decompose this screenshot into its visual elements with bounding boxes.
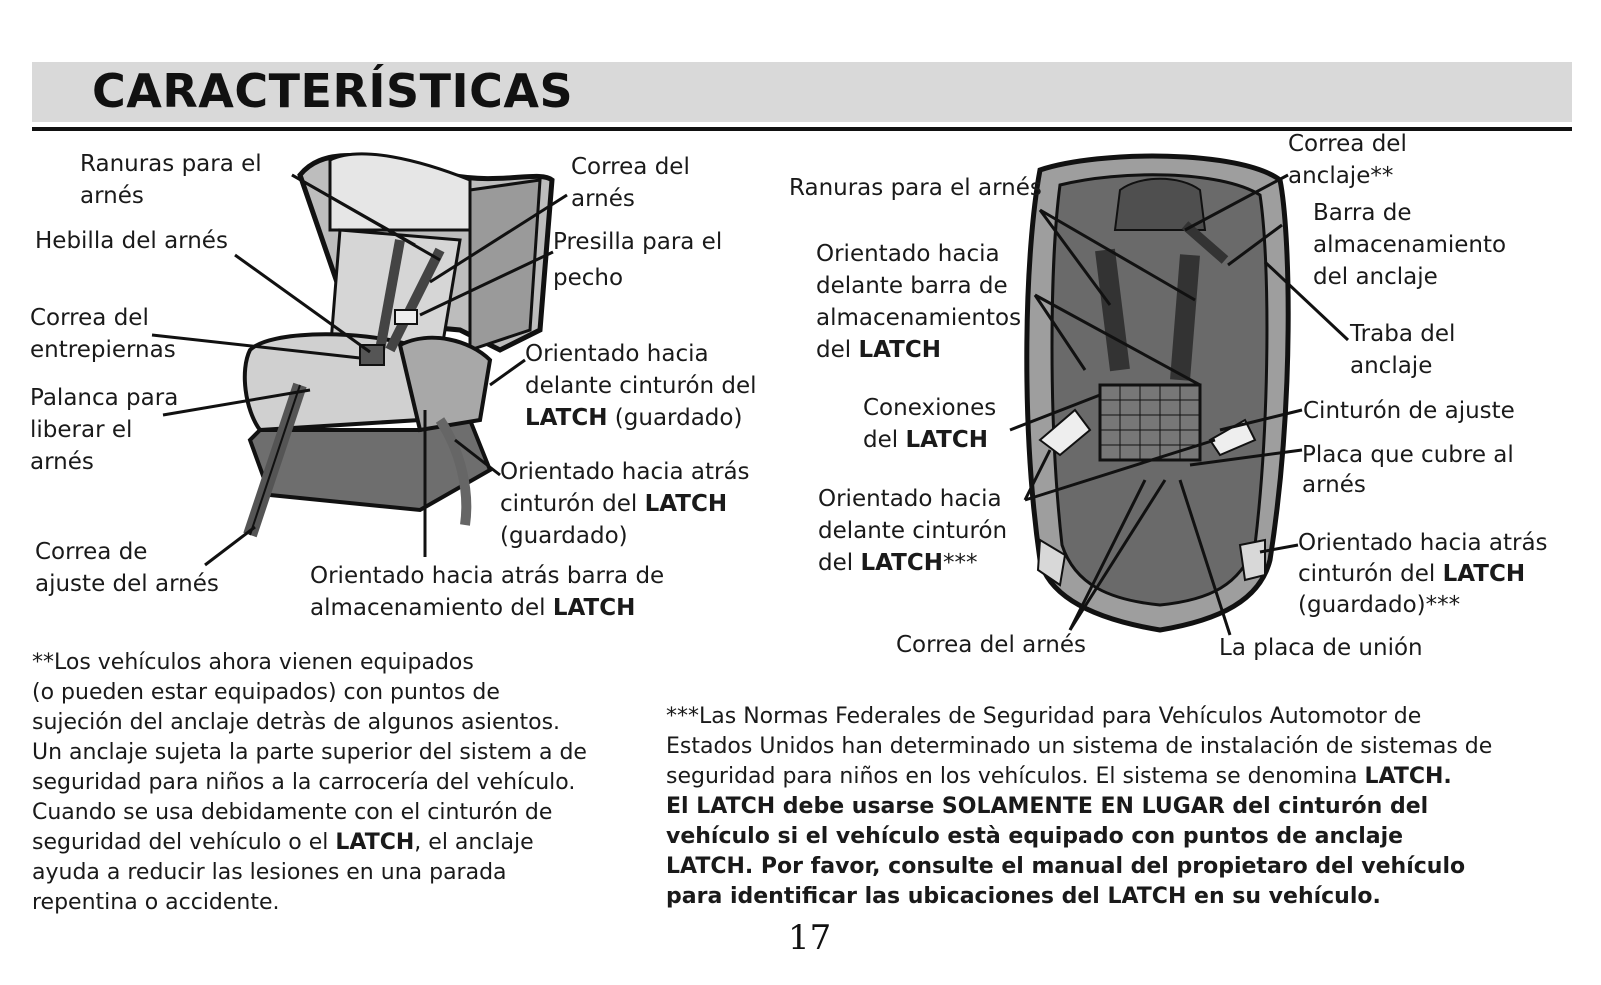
label-r-rear-latch-belt [1298, 528, 1548, 621]
label-forward-latch-belt-line2: delante cinturón del [525, 373, 757, 399]
label-rear-latch-belt-bold: LATCH [644, 491, 728, 517]
label-r-forward-storage-line3: almacenamientos [816, 305, 1022, 331]
label-r-forward-storage-line4: del [816, 337, 859, 363]
label-rear-storage-bar [310, 560, 664, 624]
label-harness-strap: Correa del arnés [571, 154, 690, 212]
label-r-forward-latch-line3: del [818, 550, 861, 576]
label-r-anchor-lock: Traba del anclaje [1350, 321, 1456, 379]
footnote-latch-text: ***Las Normas Federales de Seguridad para Vehículos Automotor de Estados Unidos han determinado un sistema de instalación de sistemas de seguridad para niños en los vehículos. El sistema se denomina [666, 704, 1493, 789]
footnote-tether [32, 648, 632, 918]
label-r-anchor-strap: Correa del anclaje** [1288, 131, 1407, 189]
label-rear-latch-belt [500, 456, 750, 552]
label-r-harness-cover-plate: Placa que cubre al arnés [1302, 442, 1514, 498]
label-crotch-strap: Correa del entrepiernas [30, 305, 176, 363]
label-r-forward-latch-bold: LATCH [860, 550, 943, 576]
label-harness-slots: Ranuras para el arnés [80, 151, 262, 209]
label-r-forward-storage-bars [816, 238, 1021, 366]
label-r-forward-storage-line1: Orientado hacia [816, 241, 1000, 267]
footnote-latch-warning: El LATCH debe usarse SOLAMENTE EN LUGAR del cinturón del vehículo si el vehículo està equipado con puntos de anclaje LATCH. Por favor, consulte el manual del propietaro del vehículo para identificar las ubicaciones del LATCH en su vehículo. [666, 794, 1466, 909]
label-release-lever: Palanca para liberar el arnés [30, 385, 179, 475]
label-rear-storage-bar-bold: LATCH [552, 595, 636, 621]
footnote-latch-bold: LATCH. [1364, 764, 1452, 789]
label-r-forward-latch-line1: Orientado hacia [818, 486, 1002, 512]
label-r-rear-latch-line3: (guardado)*** [1298, 592, 1461, 618]
label-r-rear-latch-bold: LATCH [1442, 561, 1526, 587]
label-r-forward-latch-belt [818, 483, 1007, 579]
label-r-latch-connectors-bold: LATCH [905, 427, 988, 453]
label-r-splitter-plate: La placa de unión [1219, 635, 1423, 661]
label-r-adjust-belt: Cinturón de ajuste [1303, 398, 1515, 424]
label-rear-latch-belt-line1: Orientado hacia atrás [500, 459, 750, 485]
label-r-rear-latch-line1: Orientado hacia atrás [1298, 530, 1548, 556]
footnote-tether-bold: LATCH [335, 830, 415, 855]
page-title: CARACTERÍSTICAS [92, 64, 574, 118]
label-r-latch-connectors-line1: Conexiones [863, 395, 997, 421]
label-forward-latch-belt [525, 338, 757, 434]
label-harness-buckle: Hebilla del arnés [35, 228, 228, 254]
label-rear-latch-belt-line2: cinturón del [500, 491, 645, 517]
label-forward-latch-belt-bold: LATCH [525, 405, 608, 431]
label-rear-storage-bar-line2: almacenamiento del [310, 595, 553, 621]
label-forward-latch-belt-line1: Orientado hacia [525, 341, 709, 367]
label-rear-storage-bar-line1: Orientado hacia atrás barra de [310, 563, 665, 589]
label-r-anchor-storage-bar: Barra de almacenamiento del anclaje [1313, 200, 1507, 290]
label-rear-latch-belt-line3: (guardado) [500, 523, 628, 549]
label-forward-latch-belt-tail: (guardado) [607, 405, 743, 431]
label-r-forward-latch-line2: delante cinturón [818, 518, 1008, 544]
label-r-harness-slots: Ranuras para el arnés [789, 175, 1042, 201]
label-r-harness-strap: Correa del arnés [896, 632, 1086, 658]
page-number: 17 [788, 918, 832, 958]
footnote-latch [666, 702, 1586, 912]
footnote-tether-text1: **Los vehículos ahora vienen equipados (o pueden estar equipados) con puntos de sujeción del anclaje detràs de algunos asientos. Un anclaje sujeta la parte superior del sistem a de seguridad para niños a la carrocería del vehículo. Cuando se usa debidamente con el cinturón de seguridad del vehículo o el [32, 650, 587, 855]
label-chest-clip: Presilla para el pecho [553, 229, 723, 291]
label-r-forward-latch-tail: *** [942, 550, 978, 576]
label-r-forward-storage-bold: LATCH [858, 337, 941, 363]
label-r-rear-latch-line2: cinturón del [1298, 561, 1443, 587]
label-r-latch-connectors-line2: del [863, 427, 906, 453]
label-r-latch-connectors [863, 392, 996, 456]
footnote-tether-text2: , el anclaje ayuda a reducir las lesiones en una parada repentina o accidente. [32, 830, 534, 915]
label-r-forward-storage-line2: delante barra de [816, 273, 1008, 299]
label-adjust-strap: Correa de ajuste del arnés [35, 539, 219, 597]
